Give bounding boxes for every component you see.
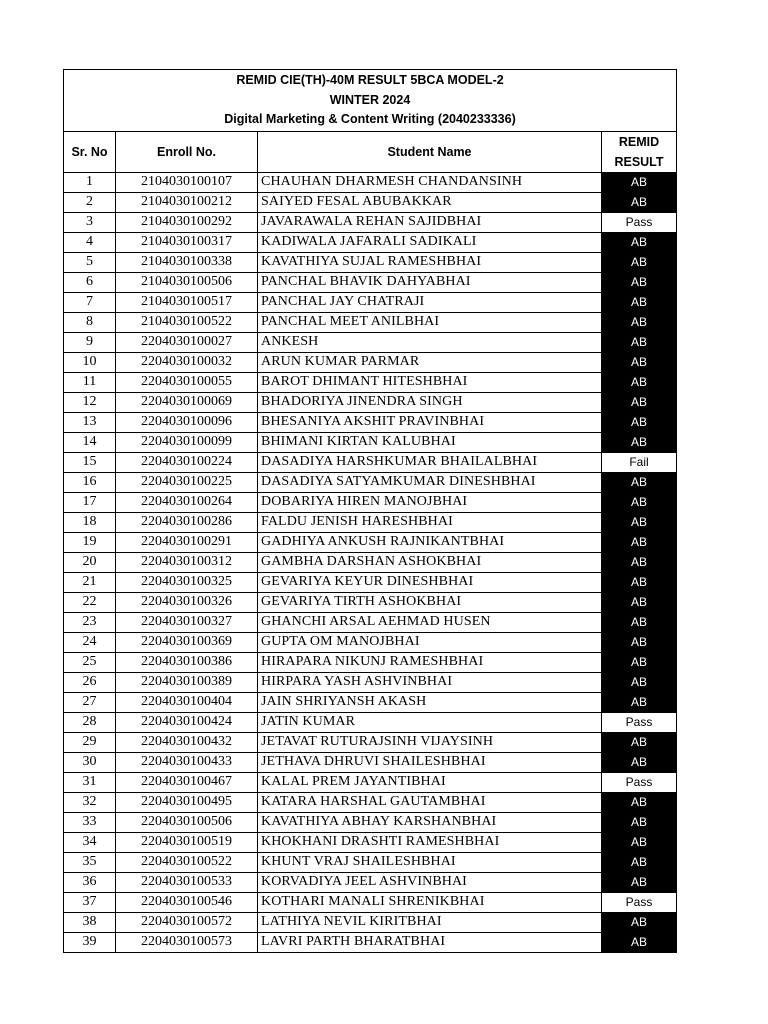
student-name-cell: GEVARIYA KEYUR DINESHBHAI <box>258 572 602 592</box>
column-header-remid-result-line1: REMID <box>618 134 660 149</box>
table-row <box>64 692 677 712</box>
enroll-no-cell: 2204030100369 <box>116 632 258 652</box>
enroll-no-cell: 2204030100027 <box>116 332 258 352</box>
enroll-no-cell: 2104030100212 <box>116 192 258 212</box>
enroll-no-cell: 2104030100522 <box>116 312 258 332</box>
enroll-no-cell: 2204030100404 <box>116 692 258 712</box>
sr-no-cell: 23 <box>64 612 116 632</box>
enroll-no-cell: 2204030100096 <box>116 412 258 432</box>
result-cell: AB <box>602 252 677 272</box>
result-cell: AB <box>602 692 677 712</box>
result-cell: Pass <box>602 892 677 912</box>
enroll-no-cell: 2204030100286 <box>116 512 258 532</box>
enroll-no-cell: 2204030100264 <box>116 492 258 512</box>
student-name-cell: PANCHAL JAY CHATRAJI <box>258 292 602 312</box>
student-name-cell: LAVRI PARTH BHARATBHAI <box>258 932 602 952</box>
document-title <box>64 70 677 132</box>
enroll-no-cell: 2204030100099 <box>116 432 258 452</box>
sr-no-cell: 9 <box>64 332 116 352</box>
sr-no-cell: 21 <box>64 572 116 592</box>
enroll-no-cell: 2204030100522 <box>116 852 258 872</box>
enroll-no-cell: 2204030100424 <box>116 712 258 732</box>
sr-no-cell: 22 <box>64 592 116 612</box>
result-cell: Fail <box>602 452 677 472</box>
student-name-cell: PANCHAL BHAVIK DAHYABHAI <box>258 272 602 292</box>
result-cell: AB <box>602 392 677 412</box>
title-line-exam: REMID CIE(TH)-40M RESULT 5BCA MODEL-2 <box>236 73 504 87</box>
sr-no-cell: 18 <box>64 512 116 532</box>
student-name-cell: ARUN KUMAR PARMAR <box>258 352 602 372</box>
sr-no-cell: 14 <box>64 432 116 452</box>
enroll-no-cell: 2204030100225 <box>116 472 258 492</box>
table-row <box>64 412 677 432</box>
result-cell: AB <box>602 312 677 332</box>
table-row <box>64 592 677 612</box>
result-cell: AB <box>602 632 677 652</box>
table-row <box>64 752 677 772</box>
table-row <box>64 572 677 592</box>
student-name-cell: BHIMANI KIRTAN KALUBHAI <box>258 432 602 452</box>
student-name-cell: JAIN SHRIYANSH AKASH <box>258 692 602 712</box>
table-row <box>64 432 677 452</box>
student-name-cell: GHANCHI ARSAL AEHMAD HUSEN <box>258 612 602 632</box>
enroll-no-cell: 2104030100506 <box>116 272 258 292</box>
result-cell: AB <box>602 372 677 392</box>
sr-no-cell: 39 <box>64 932 116 952</box>
sr-no-cell: 3 <box>64 212 116 232</box>
table-row <box>64 632 677 652</box>
title-line-session: WINTER 2024 <box>329 92 411 107</box>
result-cell: AB <box>602 432 677 452</box>
student-name-cell: KORVADIYA JEEL ASHVINBHAI <box>258 872 602 892</box>
result-cell: AB <box>602 172 677 192</box>
result-cell: AB <box>602 192 677 212</box>
enroll-no-cell: 2204030100433 <box>116 752 258 772</box>
student-name-cell: DASADIYA SATYAMKUMAR DINESHBHAI <box>258 472 602 492</box>
table-row <box>64 832 677 852</box>
column-header-remid-result <box>602 131 677 172</box>
result-cell: AB <box>602 912 677 932</box>
sr-no-cell: 33 <box>64 812 116 832</box>
student-name-cell: JATIN KUMAR <box>258 712 602 732</box>
student-name-cell: GADHIYA ANKUSH RAJNIKANTBHAI <box>258 532 602 552</box>
table-row <box>64 212 677 232</box>
table-row <box>64 892 677 912</box>
table-row <box>64 372 677 392</box>
student-name-cell: KHOKHANI DRASHTI RAMESHBHAI <box>258 832 602 852</box>
table-row <box>64 352 677 372</box>
sr-no-cell: 12 <box>64 392 116 412</box>
result-cell: Pass <box>602 772 677 792</box>
enroll-no-cell: 2204030100546 <box>116 892 258 912</box>
result-cell: AB <box>602 932 677 952</box>
student-name-cell: BAROT DHIMANT HITESHBHAI <box>258 372 602 392</box>
result-cell: AB <box>602 812 677 832</box>
student-name-cell: ANKESH <box>258 332 602 352</box>
table-row <box>64 792 677 812</box>
table-row <box>64 452 677 472</box>
student-name-cell: HIRAPARA NIKUNJ RAMESHBHAI <box>258 652 602 672</box>
result-cell: AB <box>602 572 677 592</box>
table-row <box>64 192 677 212</box>
result-cell: AB <box>602 352 677 372</box>
enroll-no-cell: 2104030100517 <box>116 292 258 312</box>
student-name-cell: DASADIYA HARSHKUMAR BHAILALBHAI <box>258 452 602 472</box>
table-row <box>64 232 677 252</box>
result-rows <box>64 172 677 952</box>
enroll-no-cell: 2204030100326 <box>116 592 258 612</box>
sr-no-cell: 2 <box>64 192 116 212</box>
enroll-no-cell: 2204030100069 <box>116 392 258 412</box>
student-name-cell: KAVATHIYA SUJAL RAMESHBHAI <box>258 252 602 272</box>
student-name-cell: KOTHARI MANALI SHRENIKBHAI <box>258 892 602 912</box>
table-row <box>64 272 677 292</box>
student-name-cell: KALAL PREM JAYANTIBHAI <box>258 772 602 792</box>
result-cell: AB <box>602 732 677 752</box>
student-name-cell: LATHIYA NEVIL KIRITBHAI <box>258 912 602 932</box>
result-cell: AB <box>602 612 677 632</box>
table-row <box>64 252 677 272</box>
result-cell: AB <box>602 852 677 872</box>
table-row <box>64 912 677 932</box>
student-name-cell: SAIYED FESAL ABUBAKKAR <box>258 192 602 212</box>
student-name-cell: BHADORIYA JINENDRA SINGH <box>258 392 602 412</box>
result-cell: AB <box>602 272 677 292</box>
title-line-subject: Digital Marketing & Content Writing (2040233336) <box>224 112 516 126</box>
result-cell: AB <box>602 532 677 552</box>
sr-no-cell: 19 <box>64 532 116 552</box>
table-row <box>64 812 677 832</box>
sr-no-cell: 7 <box>64 292 116 312</box>
result-cell: AB <box>602 512 677 532</box>
student-name-cell: KATARA HARSHAL GAUTAMBHAI <box>258 792 602 812</box>
result-cell: AB <box>602 472 677 492</box>
result-cell: AB <box>602 672 677 692</box>
enroll-no-cell: 2204030100325 <box>116 572 258 592</box>
table-row <box>64 672 677 692</box>
enroll-no-cell: 2204030100291 <box>116 532 258 552</box>
student-name-cell: GAMBHA DARSHAN ASHOKBHAI <box>258 552 602 572</box>
title-row <box>64 70 677 132</box>
enroll-no-cell: 2204030100032 <box>116 352 258 372</box>
sr-no-cell: 36 <box>64 872 116 892</box>
sr-no-cell: 8 <box>64 312 116 332</box>
table-row <box>64 472 677 492</box>
sr-no-cell: 24 <box>64 632 116 652</box>
sr-no-cell: 30 <box>64 752 116 772</box>
student-name-cell: JETAVAT RUTURAJSINH VIJAYSINH <box>258 732 602 752</box>
enroll-no-cell: 2104030100107 <box>116 172 258 192</box>
result-cell: AB <box>602 652 677 672</box>
student-name-cell: GEVARIYA TIRTH ASHOKBHAI <box>258 592 602 612</box>
result-cell: AB <box>602 552 677 572</box>
sr-no-cell: 31 <box>64 772 116 792</box>
student-name-cell: DOBARIYA HIREN MANOJBHAI <box>258 492 602 512</box>
student-name-cell: GUPTA OM MANOJBHAI <box>258 632 602 652</box>
result-cell: AB <box>602 872 677 892</box>
sr-no-cell: 35 <box>64 852 116 872</box>
sr-no-cell: 11 <box>64 372 116 392</box>
enroll-no-cell: 2204030100573 <box>116 932 258 952</box>
table-row <box>64 312 677 332</box>
enroll-no-cell: 2204030100432 <box>116 732 258 752</box>
enroll-no-cell: 2204030100055 <box>116 372 258 392</box>
result-cell: Pass <box>602 712 677 732</box>
sr-no-cell: 10 <box>64 352 116 372</box>
table-row <box>64 732 677 752</box>
result-cell: AB <box>602 832 677 852</box>
result-cell: AB <box>602 292 677 312</box>
result-cell: AB <box>602 492 677 512</box>
enroll-no-cell: 2104030100292 <box>116 212 258 232</box>
student-name-cell: JAVARAWALA REHAN SAJIDBHAI <box>258 212 602 232</box>
student-name-cell: FALDU JENISH HARESHBHAI <box>258 512 602 532</box>
column-header-remid-result-line2: RESULT <box>614 154 664 169</box>
table-row <box>64 932 677 952</box>
column-header-sr-no: Sr. No <box>64 131 116 172</box>
enroll-no-cell: 2104030100338 <box>116 252 258 272</box>
sr-no-cell: 6 <box>64 272 116 292</box>
result-cell: AB <box>602 752 677 772</box>
sr-no-cell: 29 <box>64 732 116 752</box>
sr-no-cell: 25 <box>64 652 116 672</box>
enroll-no-cell: 2204030100386 <box>116 652 258 672</box>
sr-no-cell: 13 <box>64 412 116 432</box>
table-row <box>64 872 677 892</box>
column-header-enroll-no: Enroll No. <box>116 131 258 172</box>
student-name-cell: KADIWALA JAFARALI SADIKALI <box>258 232 602 252</box>
column-header-student-name: Student Name <box>258 131 602 172</box>
sr-no-cell: 26 <box>64 672 116 692</box>
table-row <box>64 652 677 672</box>
result-cell: AB <box>602 332 677 352</box>
result-cell: Pass <box>602 212 677 232</box>
table-row <box>64 612 677 632</box>
sr-no-cell: 34 <box>64 832 116 852</box>
student-name-cell: KHUNT VRAJ SHAILESHBHAI <box>258 852 602 872</box>
result-table <box>63 69 677 953</box>
enroll-no-cell: 2204030100327 <box>116 612 258 632</box>
sr-no-cell: 20 <box>64 552 116 572</box>
sr-no-cell: 28 <box>64 712 116 732</box>
student-name-cell: KAVATHIYA ABHAY KARSHANBHAI <box>258 812 602 832</box>
enroll-no-cell: 2204030100533 <box>116 872 258 892</box>
table-row <box>64 392 677 412</box>
student-name-cell: BHESANIYA AKSHIT PRAVINBHAI <box>258 412 602 432</box>
table-row <box>64 332 677 352</box>
column-header-row <box>64 131 677 172</box>
enroll-no-cell: 2204030100224 <box>116 452 258 472</box>
sr-no-cell: 1 <box>64 172 116 192</box>
enroll-no-cell: 2204030100312 <box>116 552 258 572</box>
sr-no-cell: 32 <box>64 792 116 812</box>
sr-no-cell: 38 <box>64 912 116 932</box>
sr-no-cell: 17 <box>64 492 116 512</box>
table-row <box>64 532 677 552</box>
table-row <box>64 552 677 572</box>
sr-no-cell: 27 <box>64 692 116 712</box>
table-row <box>64 772 677 792</box>
table-row <box>64 492 677 512</box>
sr-no-cell: 15 <box>64 452 116 472</box>
student-name-cell: JETHAVA DHRUVI SHAILESHBHAI <box>258 752 602 772</box>
enroll-no-cell: 2104030100317 <box>116 232 258 252</box>
student-name-cell: HIRPARA YASH ASHVINBHAI <box>258 672 602 692</box>
table-row <box>64 172 677 192</box>
enroll-no-cell: 2204030100572 <box>116 912 258 932</box>
sr-no-cell: 37 <box>64 892 116 912</box>
enroll-no-cell: 2204030100495 <box>116 792 258 812</box>
table-row <box>64 712 677 732</box>
sr-no-cell: 16 <box>64 472 116 492</box>
result-cell: AB <box>602 232 677 252</box>
enroll-no-cell: 2204030100506 <box>116 812 258 832</box>
table-row <box>64 512 677 532</box>
student-name-cell: PANCHAL MEET ANILBHAI <box>258 312 602 332</box>
result-cell: AB <box>602 792 677 812</box>
enroll-no-cell: 2204030100519 <box>116 832 258 852</box>
table-row <box>64 292 677 312</box>
sr-no-cell: 5 <box>64 252 116 272</box>
enroll-no-cell: 2204030100389 <box>116 672 258 692</box>
table-row <box>64 852 677 872</box>
result-cell: AB <box>602 592 677 612</box>
enroll-no-cell: 2204030100467 <box>116 772 258 792</box>
result-cell: AB <box>602 412 677 432</box>
sr-no-cell: 4 <box>64 232 116 252</box>
student-name-cell: CHAUHAN DHARMESH CHANDANSINH <box>258 172 602 192</box>
